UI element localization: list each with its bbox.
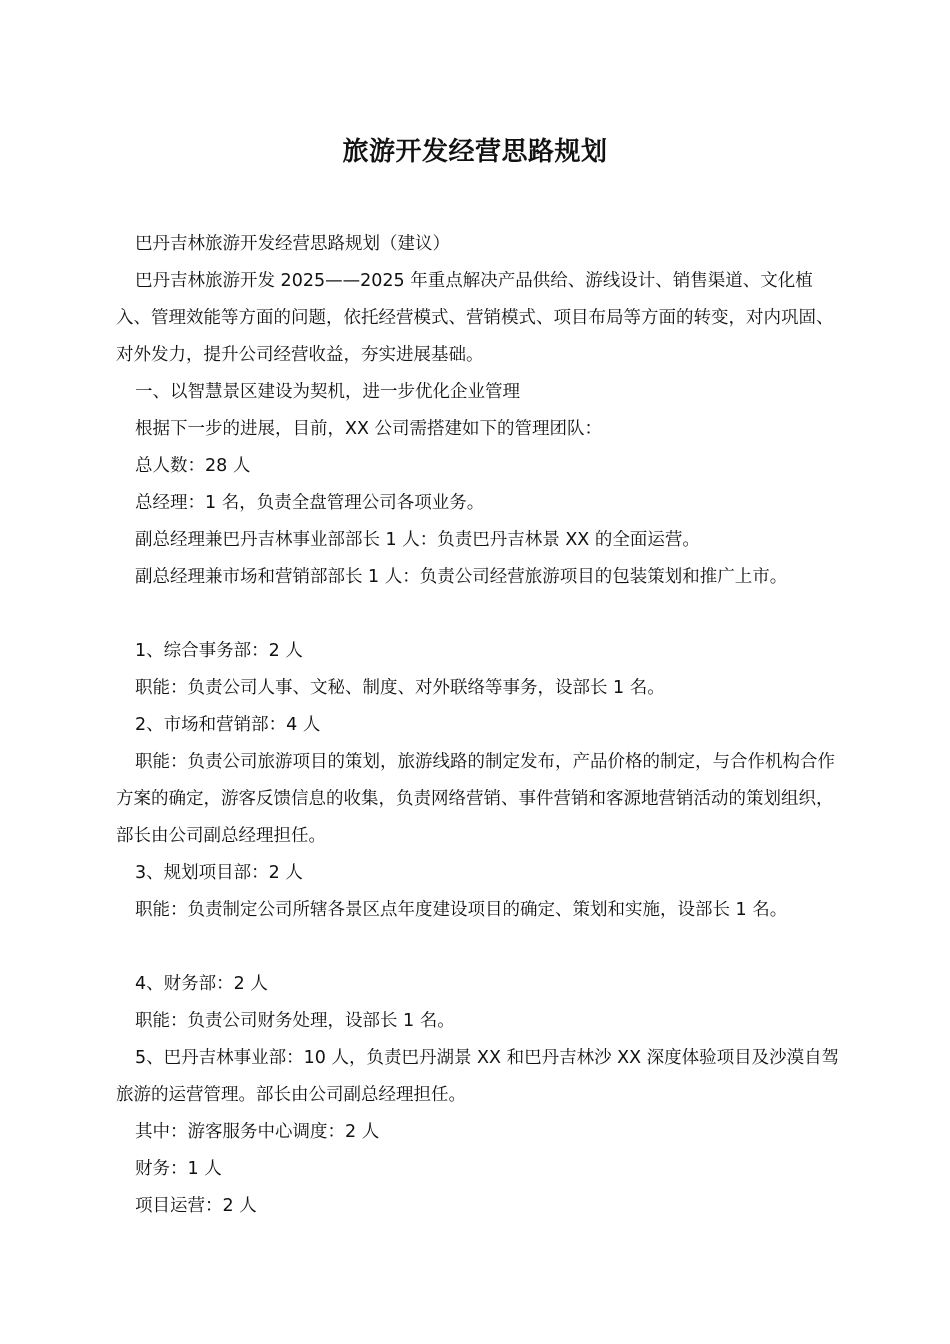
- paragraph-subtitle: 巴丹吉林旅游开发经营思路规划（建议）: [135, 234, 450, 254]
- blank-line: [116, 596, 842, 633]
- paragraph-dept-4-duty: 职能：负责公司财务处理，设部长 1 名。: [135, 1011, 455, 1031]
- paragraph-intro: 巴丹吉林旅游开发 2025——2025 年重点解决产品供给、游线设计、销售渠道、文化植入、管理效能等方面的问题，依托经营模式、营销模式、项目布局等方面的转变，对内巩固、对外发力，提升公司经营收益，夯实进展基础。: [116, 271, 834, 365]
- paragraph-dept-4: 4、财务部：2 人: [135, 974, 268, 994]
- paragraph-dept-3: 3、规划项目部：2 人: [135, 863, 303, 883]
- paragraph-dept-2-duty: 职能：负责公司旅游项目的策划，旅游线路的制定发布，产品价格的制定，与合作机构合作方案的确定，游客反馈信息的收集，负责网络营销、事件营销和客源地营销活动的策划组织，部长由公司副总经理担任。: [116, 752, 835, 846]
- blank-line: [116, 929, 842, 966]
- paragraph-dept-5-sub-1: 其中：游客服务中心调度：2 人: [135, 1122, 380, 1142]
- document-body: [116, 226, 842, 1225]
- paragraph-dept-5-sub-2: 财务：1 人: [135, 1159, 222, 1179]
- paragraph-dept-1-duty: 职能：负责公司人事、文秘、制度、对外联络等事务，设部长 1 名。: [135, 678, 665, 698]
- paragraph-dept-2: 2、市场和营销部：4 人: [135, 715, 321, 735]
- section-heading-1: 一、以智慧景区建设为契机，进一步优化企业管理: [135, 382, 520, 402]
- paragraph-dept-5-sub-3: 项目运营：2 人: [135, 1196, 257, 1216]
- document-title: 旅游开发经营思路规划: [342, 137, 608, 167]
- paragraph-team-intro: 根据下一步的进展，目前，XX 公司需搭建如下的管理团队：: [135, 419, 603, 439]
- paragraph-dept-1: 1、综合事务部：2 人: [135, 641, 303, 661]
- paragraph-total-staff: 总人数：28 人: [135, 456, 251, 476]
- paragraph-dept-5: 5、巴丹吉林事业部：10 人，负责巴丹湖景 XX 和巴丹吉林沙 XX 深度体验项目及沙漠自驾旅游的运营管理。部长由公司副总经理担任。: [116, 1048, 840, 1105]
- paragraph-dept-3-duty: 职能：负责制定公司所辖各景区点年度建设项目的确定、策划和实施，设部长 1 名。: [135, 900, 788, 920]
- paragraph-deputy-manager-2: 副总经理兼市场和营销部部长 1 人：负责公司经营旅游项目的包装策划和推广上市。: [135, 567, 788, 587]
- paragraph-deputy-manager-1: 副总经理兼巴丹吉林事业部部长 1 人：负责巴丹吉林景 XX 的全面运营。: [135, 530, 700, 550]
- paragraph-general-manager: 总经理：1 名，负责全盘管理公司各项业务。: [135, 493, 485, 513]
